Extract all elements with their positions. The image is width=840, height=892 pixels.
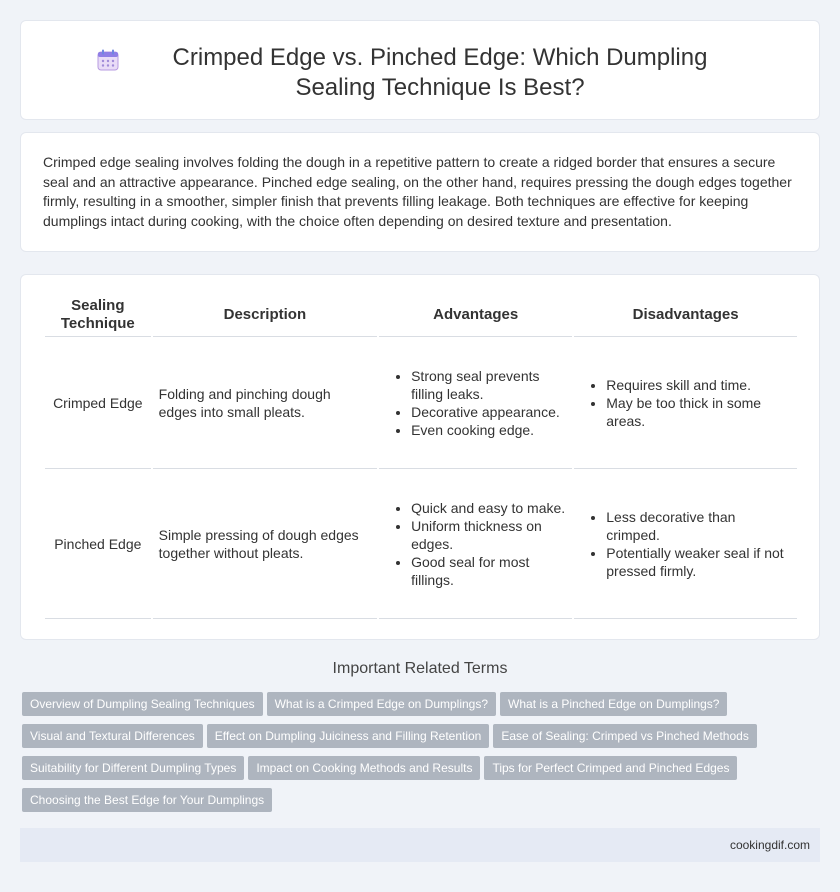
table-header-row (45, 293, 797, 337)
list-item: • Decorative appearance. (411, 403, 566, 421)
related-terms-heading: Important Related Terms (332, 660, 508, 677)
header-advantages: Advantages (379, 293, 572, 337)
technique-cell: Pinched Edge (45, 469, 151, 619)
related-tags (22, 692, 762, 820)
comparison-table (43, 293, 799, 619)
comparison-table-card (20, 274, 820, 640)
header-disadvantages: Disadvantages (574, 293, 797, 337)
title-card (20, 20, 820, 120)
related-tag[interactable]: Ease of Sealing: Crimped vs Pinched Methods (493, 724, 756, 748)
list-item: • Good seal for most fillings. (411, 553, 566, 589)
related-tag[interactable]: Choosing the Best Edge for Your Dumplings (22, 788, 272, 812)
list-item: • Even cooking edge. (411, 421, 566, 439)
related-tag[interactable]: Tips for Perfect Crimped and Pinched Edges (484, 756, 737, 780)
related-tag[interactable]: Effect on Dumpling Juiciness and Filling Retention (207, 724, 490, 748)
intro-card (20, 132, 820, 252)
list-item: • Quick and easy to make. (411, 499, 566, 517)
advantages-cell (379, 469, 572, 619)
site-name[interactable]: cookingdif.com (729, 838, 810, 852)
list-item: • Uniform thickness on edges. (411, 517, 566, 553)
list-item: • May be too thick in some areas. (606, 394, 791, 430)
list-item: • Less decorative than crimped. (606, 508, 791, 544)
disadvantages-cell (574, 469, 797, 619)
table-row (45, 337, 797, 469)
related-tag[interactable]: Impact on Cooking Methods and Results (248, 756, 480, 780)
intro-paragraph: Crimped edge sealing involves folding the dough in a repetitive pattern to create a ridged border that ensures a secure seal and an attractive appearance. Pinched edge sealing, on the other hand, requires pressing the dough edges together firmly, resulting in a smoother, simpler finish that prevents filling leakage. Both techniques are effective for keeping dumplings intact during cooking, with the choice often depending on desired texture and presentation. (43, 154, 792, 229)
page-title: Crimped Edge vs. Pinched Edge: Which Dumpling Sealing Technique Is Best? (172, 44, 708, 101)
related-tag[interactable]: What is a Crimped Edge on Dumplings? (267, 692, 496, 716)
description-cell: Simple pressing of dough edges together without pleats. (153, 469, 377, 619)
description-cell: Folding and pinching dough edges into small pleats. (153, 337, 377, 469)
footer (20, 828, 820, 862)
related-tag[interactable]: What is a Pinched Edge on Dumplings? (500, 692, 727, 716)
list-item: • Potentially weaker seal if not pressed firmly. (606, 544, 791, 580)
technique-cell: Crimped Edge (45, 337, 151, 469)
list-item: • Strong seal prevents filling leaks. (411, 367, 566, 403)
list-item: • Requires skill and time. (606, 376, 791, 394)
header-description: Description (153, 293, 377, 337)
related-tag[interactable]: Overview of Dumpling Sealing Techniques (22, 692, 263, 716)
related-tag[interactable]: Visual and Textural Differences (22, 724, 203, 748)
related-tag[interactable]: Suitability for Different Dumpling Types (22, 756, 244, 780)
header-technique: Sealing Technique (45, 293, 151, 337)
advantages-cell (379, 337, 572, 469)
table-row (45, 469, 797, 619)
disadvantages-cell (574, 337, 797, 469)
